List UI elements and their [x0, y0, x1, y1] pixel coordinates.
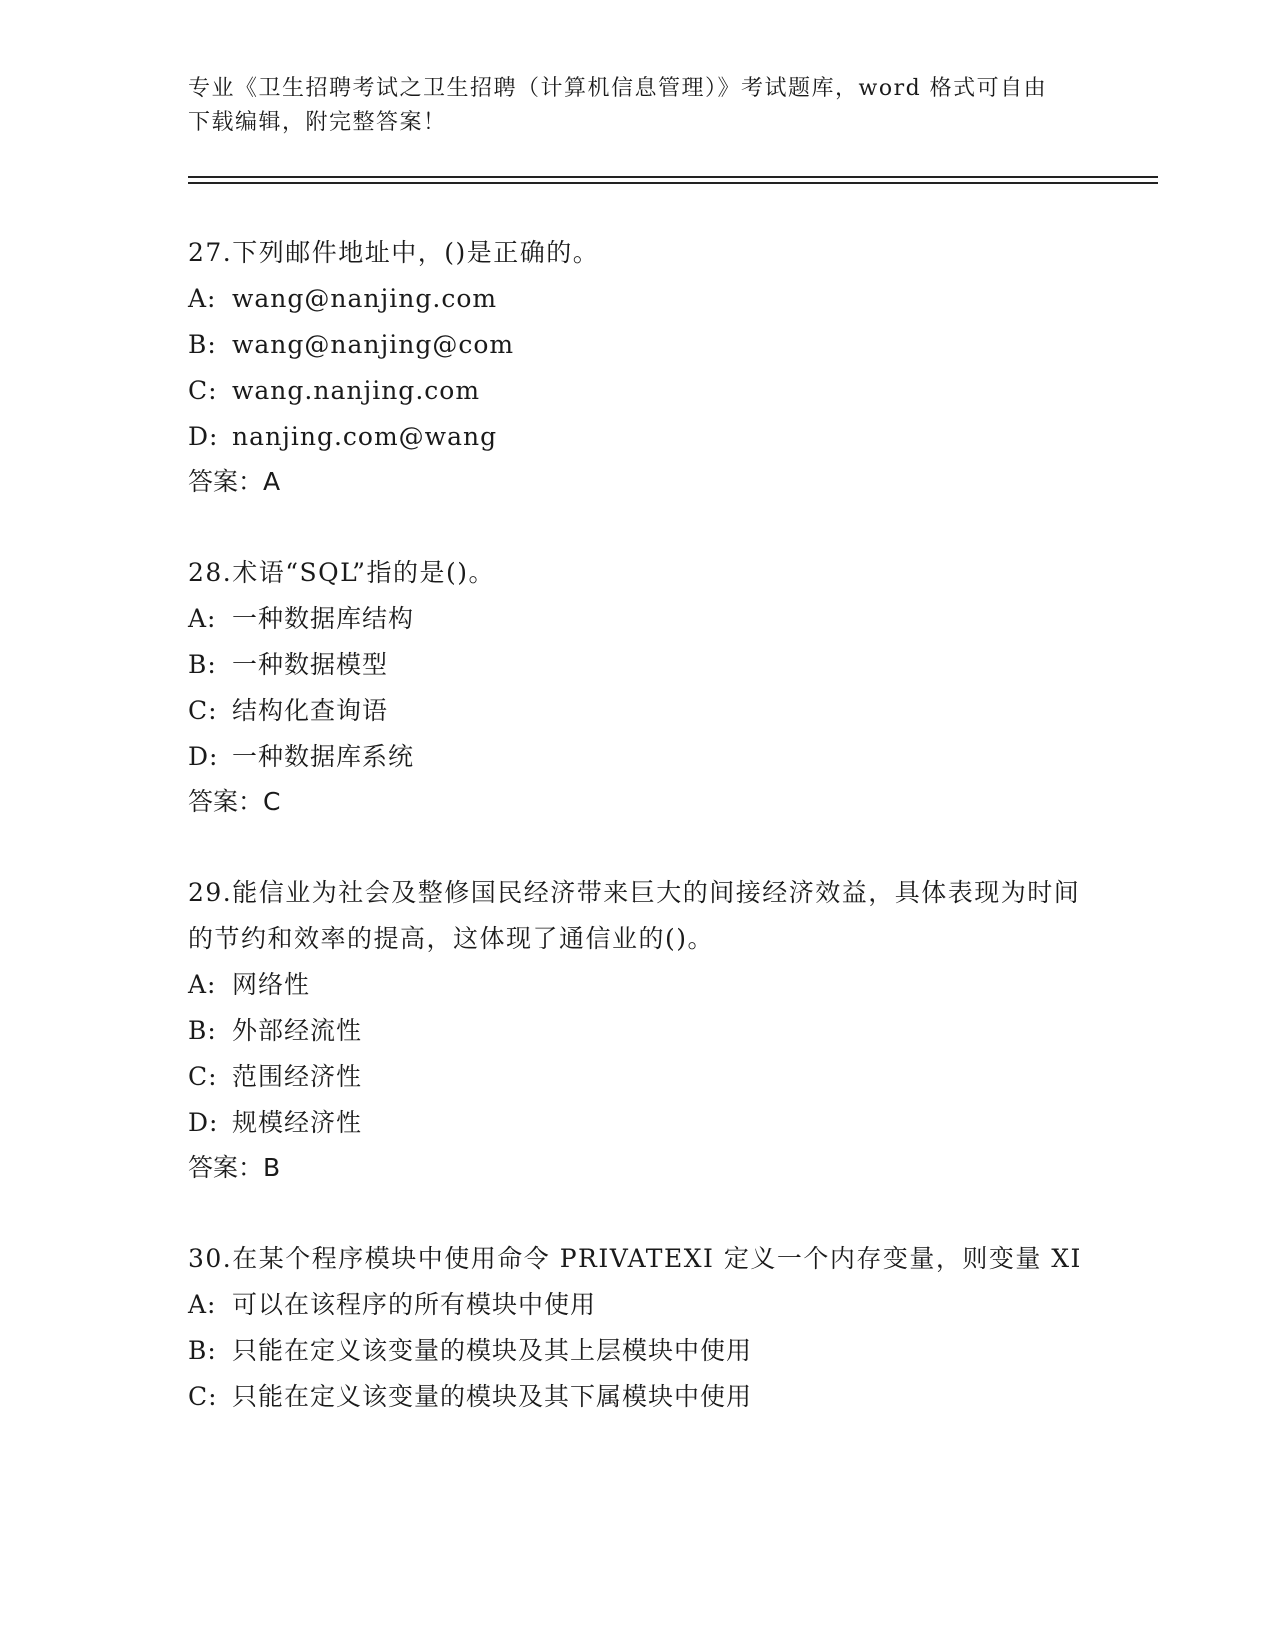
option-text: 规模经济性	[232, 1108, 363, 1137]
option-b	[188, 1328, 1088, 1374]
option-text: 一种数据库结构	[232, 604, 415, 633]
answer: 答案：A	[188, 467, 281, 496]
option-a	[188, 962, 1088, 1008]
option-b	[188, 1008, 1088, 1054]
option-text: 结构化查询语	[232, 696, 389, 725]
option-label: A:	[188, 604, 217, 633]
option-label: D:	[188, 742, 219, 771]
option-d	[188, 1100, 1088, 1146]
question-27	[188, 230, 1088, 504]
question-text: 29.能信业为社会及整修国民经济带来巨大的间接经济效益，具体表现为时间的节约和效率的提高，这体现了通信业的()。	[188, 878, 1081, 953]
option-text: 只能在定义该变量的模块及其下属模块中使用	[232, 1382, 753, 1411]
option-text: nanjing.com@wang	[232, 422, 498, 451]
header-divider-top	[188, 176, 1158, 178]
option-label: B:	[188, 330, 217, 359]
option-c	[188, 1054, 1088, 1100]
option-text: 外部经流性	[232, 1016, 363, 1045]
option-label: B:	[188, 1016, 217, 1045]
option-c	[188, 1374, 1088, 1420]
option-a	[188, 276, 1088, 322]
option-text: wang.nanjing.com	[232, 376, 481, 405]
option-label: C:	[188, 1382, 218, 1411]
question-text: 27.下列邮件地址中，()是正确的。	[188, 238, 600, 267]
option-d	[188, 734, 1088, 780]
question-30	[188, 1236, 1088, 1420]
option-label: A:	[188, 284, 217, 313]
question-text: 28.术语“SQL”指的是()。	[188, 558, 496, 587]
option-c	[188, 368, 1088, 414]
question-29	[188, 870, 1088, 1190]
option-text: 范围经济性	[232, 1062, 363, 1091]
option-d	[188, 414, 1088, 460]
option-label: A:	[188, 970, 217, 999]
option-label: B:	[188, 1336, 217, 1365]
question-28	[188, 550, 1088, 824]
question-list	[188, 230, 1088, 1466]
option-text: 一种数据库系统	[232, 742, 415, 771]
document-header: 专业《卫生招聘考试之卫生招聘（计算机信息管理）》考试题库，word 格式可自由下载编辑，附完整答案！	[188, 76, 1048, 135]
option-label: D:	[188, 1108, 219, 1137]
option-label: C:	[188, 1062, 218, 1091]
option-label: C:	[188, 376, 218, 405]
option-label: D:	[188, 422, 219, 451]
option-label: B:	[188, 650, 217, 679]
header-divider-bottom	[188, 182, 1158, 184]
answer: 答案：B	[188, 1153, 281, 1182]
option-a	[188, 1282, 1088, 1328]
option-text: 可以在该程序的所有模块中使用	[232, 1290, 597, 1319]
option-text: wang@nanjing.com	[232, 284, 498, 313]
option-text: wang@nanjing@com	[232, 330, 515, 359]
option-b	[188, 322, 1088, 368]
option-label: A:	[188, 1290, 217, 1319]
option-text: 网络性	[232, 970, 311, 999]
option-a	[188, 596, 1088, 642]
option-c	[188, 688, 1088, 734]
option-label: C:	[188, 696, 218, 725]
answer: 答案：C	[188, 787, 281, 816]
option-b	[188, 642, 1088, 688]
option-text: 只能在定义该变量的模块及其上层模块中使用	[232, 1336, 753, 1365]
question-text: 30.在某个程序模块中使用命令 PRIVATEXI 定义一个内存变量，则变量 XI	[188, 1244, 1082, 1273]
option-text: 一种数据模型	[232, 650, 389, 679]
